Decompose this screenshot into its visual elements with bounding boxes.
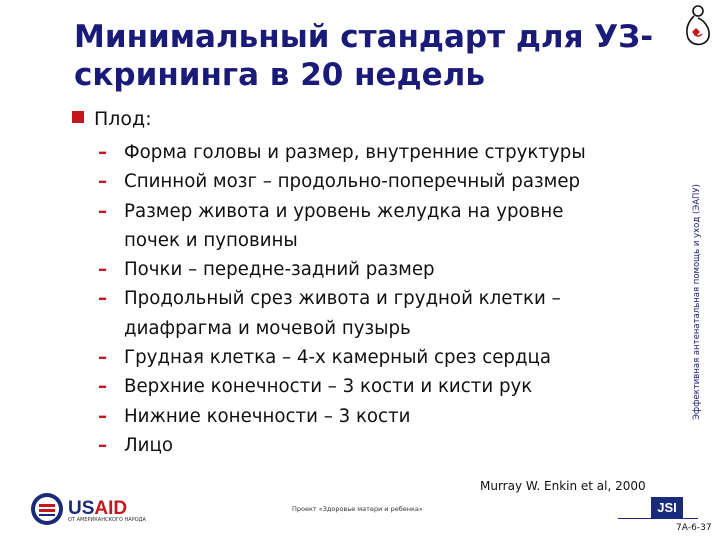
footer-divider — [618, 518, 698, 519]
dash-marker: – — [98, 376, 108, 398]
bullet-square-icon — [72, 111, 84, 123]
pregnant-woman-logo-icon — [676, 4, 716, 50]
dash-marker: – — [98, 171, 108, 193]
list-item-text: Размер живота и уровень желудка на уровне — [124, 200, 564, 222]
dash-marker: – — [98, 142, 108, 163]
dash-marker: – — [98, 200, 108, 222]
slide-title — [74, 18, 674, 94]
dash-marker: – — [98, 288, 108, 310]
title-line-1: Минимальный стандарт для УЗ- — [74, 19, 654, 55]
usaid-seal-icon — [31, 493, 63, 525]
list-item-text: Продольный срез живота и грудной клетки – — [124, 288, 561, 310]
list-item-text-cont: почек и пуповины — [124, 229, 298, 251]
requirements-list — [98, 138, 698, 460]
page-number: 7А-6-37 — [676, 523, 712, 533]
list-item — [98, 284, 698, 343]
project-name: Проект «Здоровье матери и ребенка» — [292, 505, 423, 513]
dash-marker: – — [98, 434, 108, 456]
list-item-text: Спинной мозг – продольно-поперечный размер — [124, 171, 581, 193]
list-item-text: Почки – передне-задний размер — [124, 259, 435, 281]
dash-marker: – — [98, 405, 108, 427]
list-item — [98, 343, 698, 372]
list-item-text: Лицо — [124, 434, 174, 456]
list-item — [98, 372, 698, 401]
usaid-tagline: ОТ АМЕРИКАНСКОГО НАРОДА — [68, 517, 146, 523]
main-bullet-label: Плод: — [94, 108, 152, 130]
list-item — [98, 431, 698, 460]
list-item — [98, 402, 698, 431]
dash-marker: – — [98, 259, 108, 281]
list-item-text: Верхние конечности – 3 кости и кисти рук — [124, 376, 533, 398]
title-line-2: скрининга в 20 недель — [74, 57, 485, 93]
citation: Murray W. Enkin et al, 2000 — [480, 479, 646, 493]
jsi-logo: JSI — [651, 497, 683, 519]
list-item-text: Форма головы и размер, внутренние структуры — [124, 142, 586, 163]
usaid-wordmark: USAID — [68, 498, 128, 519]
usaid-logo — [30, 492, 160, 530]
list-item — [98, 167, 698, 196]
list-item — [98, 197, 698, 256]
list-item — [98, 138, 698, 167]
list-item-text-cont: диафрагма и мочевой пузырь — [124, 317, 411, 339]
list-item-text: Нижние конечности – 3 кости — [124, 405, 411, 427]
dash-marker: – — [98, 347, 108, 369]
main-bullet — [72, 107, 152, 131]
list-item — [98, 255, 698, 284]
side-caption: Эффективная антенатальная помощь и уход (ЭАПУ) — [692, 184, 702, 420]
list-item-text: Грудная клетка – 4-х камерный срез сердца — [124, 347, 552, 369]
